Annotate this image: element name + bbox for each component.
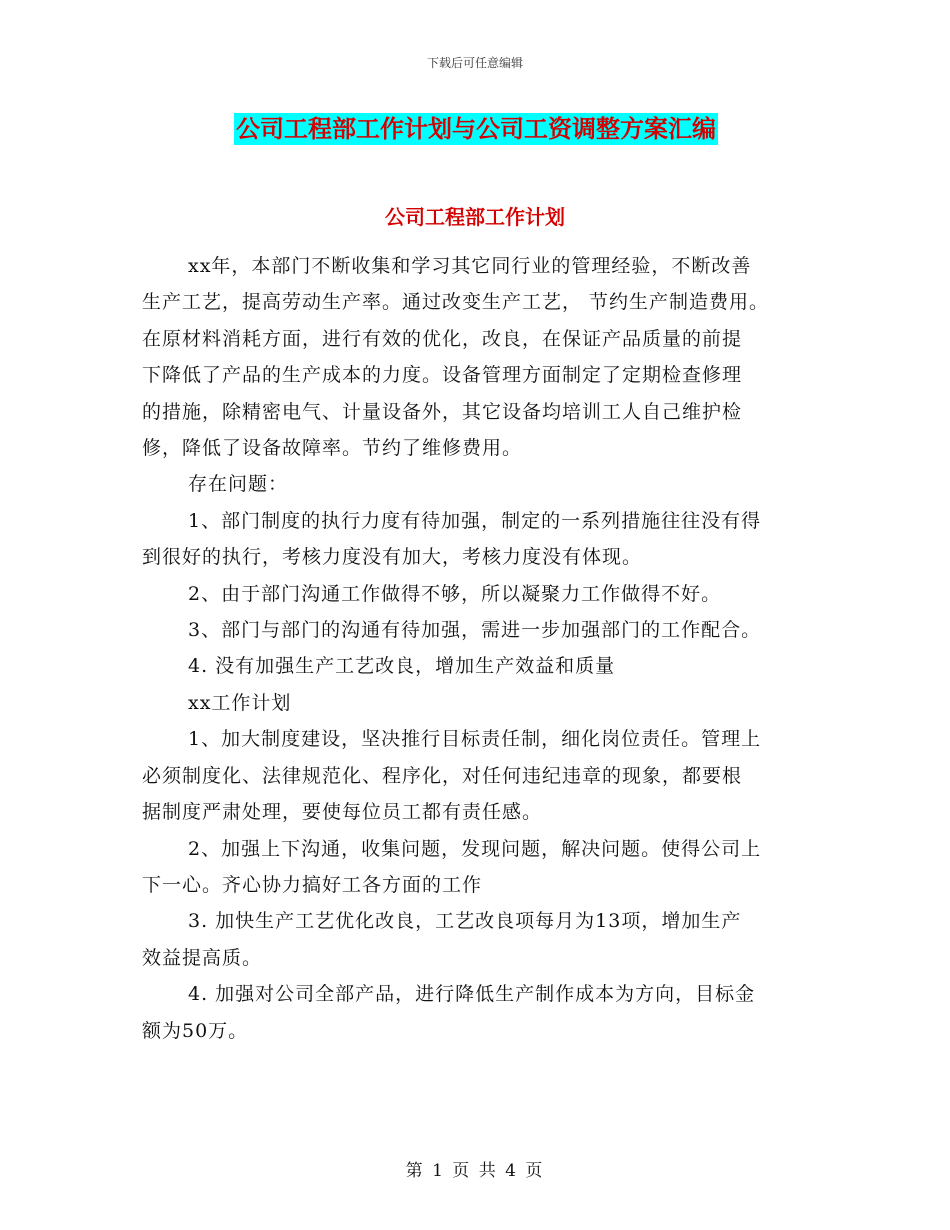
text-line: 下降低了产品的生产成本的力度。设备管理方面制定了定期检查修理	[142, 364, 743, 387]
text-line: 的措施，除精密电气、计量设备外，其它设备均培训工人自己维护检	[142, 400, 743, 423]
paragraph-problem-3	[142, 612, 810, 648]
paragraph-plan-1	[142, 721, 810, 830]
text-line: 3. 加快生产工艺优化改良，工艺改良项每月为13项，增加生产	[188, 910, 742, 933]
body-text	[142, 248, 810, 1049]
text-line: 必须制度化、法律规范化、程序化，对任何违纪违章的现象，都要根	[142, 764, 743, 787]
text-line: 4. 没有加强生产工艺改良，增加生产效益和质量	[188, 655, 616, 678]
text-line: 存在问题：	[188, 473, 289, 496]
text-line: 在原材料消耗方面，进行有效的优化，改良，在保证产品质量的前提	[142, 327, 743, 350]
text-line: 额为50万。	[142, 1019, 249, 1042]
paragraph-plan-2	[142, 831, 810, 904]
text-line: 3、部门与部门的沟通有待加强，需进一步加强部门的工作配合。	[188, 619, 762, 642]
paragraph-plan-4	[142, 976, 810, 1049]
paragraph-problems-heading	[142, 466, 810, 502]
section-title: 公司工程部工作计划	[385, 205, 565, 229]
paragraph-plan-heading	[142, 685, 810, 721]
text-line: 修，降低了设备故障率。节约了维修费用。	[142, 437, 523, 460]
text-line: 据制度严肃处理，要使每位员工都有责任感。	[142, 801, 543, 824]
text-line: 2、加强上下沟通，收集问题，发现问题，解决问题。使得公司上	[188, 837, 762, 860]
document-title: 公司工程部工作计划与公司工资调整方案汇编	[236, 115, 716, 143]
text-line: 1、部门制度的执行力度有待加强，制定的一系列措施往往没有得	[188, 509, 762, 532]
text-line: 2、由于部门沟通工作做得不够，所以凝聚力工作做得不好。	[188, 582, 722, 605]
header-note: 下载后可任意编辑	[426, 56, 523, 70]
text-line: 4. 加强对公司全部产品，进行降低生产制作成本为方向，目标金	[188, 983, 756, 1006]
text-line: 生产工艺，提高劳动生产率。通过改变生产工艺， 节约生产制造费用。	[142, 291, 770, 314]
paragraph-problem-4	[142, 648, 810, 684]
text-line: 到很好的执行，考核力度没有加大，考核力度没有体现。	[142, 546, 643, 569]
text-line: xx年，本部门不断收集和学习其它同行业的管理经验，不断改善	[188, 255, 752, 277]
paragraph-problem-1	[142, 503, 810, 576]
paragraph-intro	[142, 248, 810, 466]
paragraph-problem-2	[142, 576, 810, 612]
text-line: 下一心。齐心协力搞好工各方面的工作	[142, 873, 483, 896]
text-line: xx工作计划	[188, 691, 292, 714]
page-footer: 第 1 页 共 4 页	[405, 1161, 545, 1181]
text-line: 效益提高质。	[142, 946, 263, 969]
text-line: 1、加大制度建设，坚决推行目标责任制，细化岗位责任。管理上	[188, 728, 762, 751]
paragraph-plan-3	[142, 903, 810, 976]
